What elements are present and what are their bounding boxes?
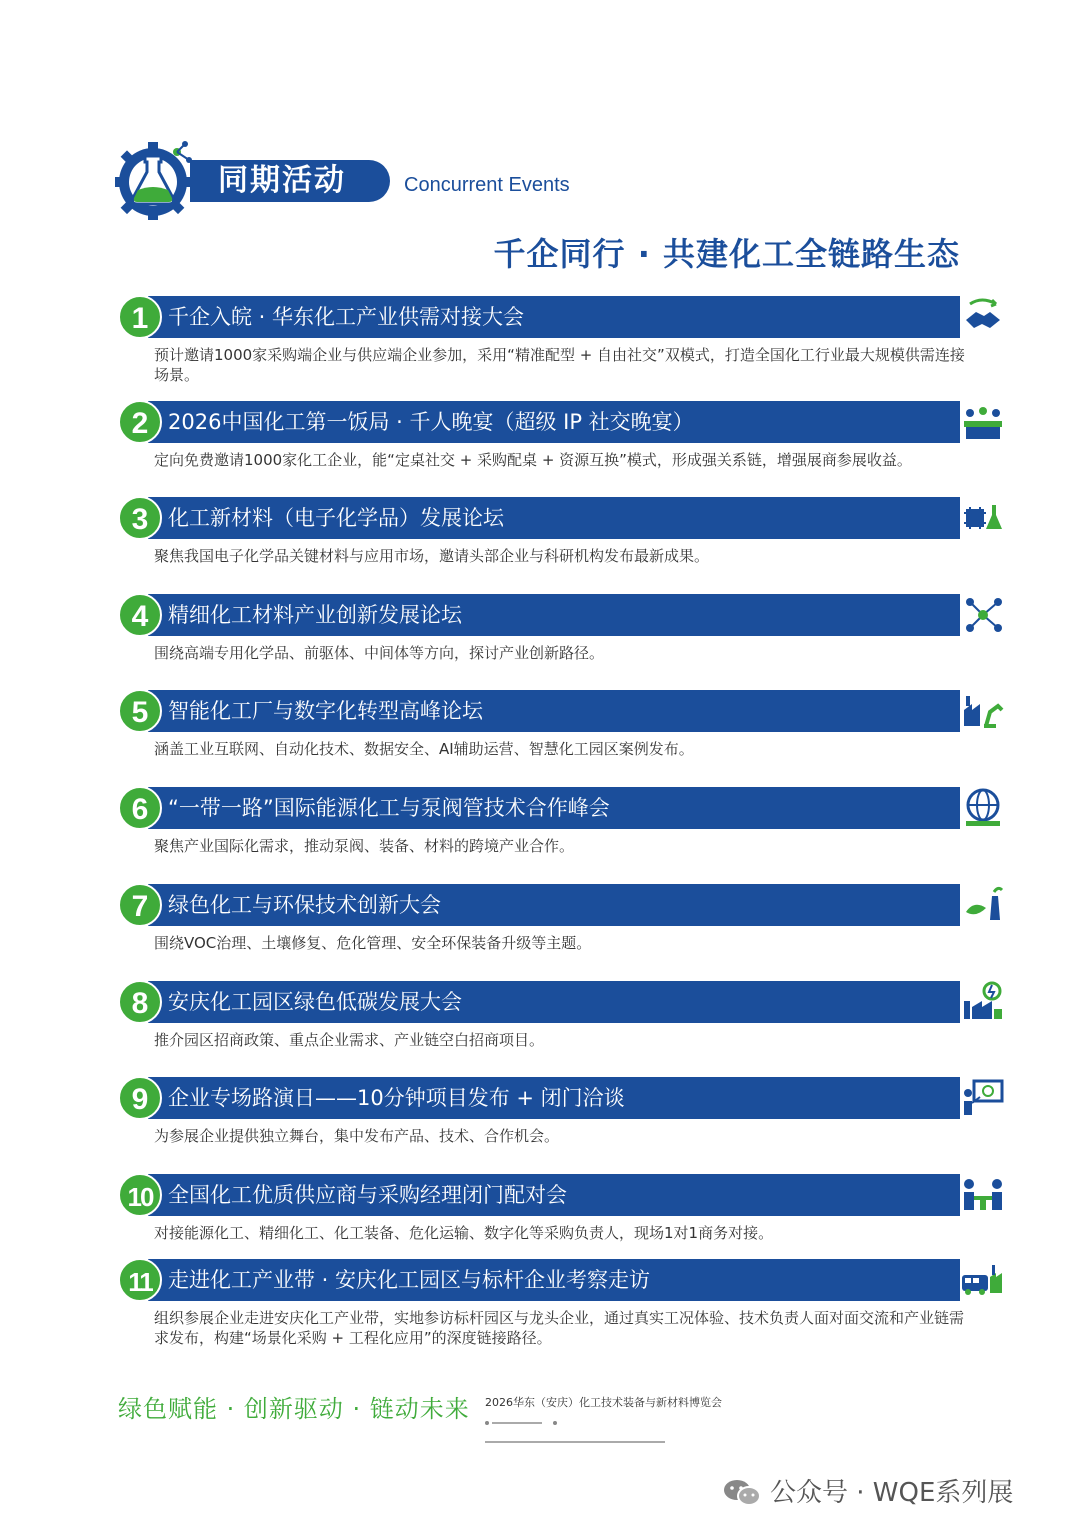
- event-number-badge: 8: [118, 980, 162, 1024]
- event-title: 企业专场路演日——10分钟项目发布 + 闭门洽谈: [168, 1086, 625, 1110]
- event-description: 组织参展企业走进安庆化工产业带，实地参访标杆园区与龙头企业，通过真实工况体验、技术负责人面对面交流和产业链需求发布，构建“场景化采购 + 工程化应用”的深度链接路径。: [154, 1309, 965, 1347]
- event-title: 化工新材料（电子化学品）发展论坛: [168, 506, 504, 530]
- event-number-badge: 5: [118, 689, 162, 733]
- event-description: 对接能源化工、精细化工、化工装备、危化运输、数字化等采购负责人，现场1对1商务对接。: [154, 1224, 774, 1242]
- event-number-badge: 6: [118, 786, 162, 830]
- presentation-icon: [960, 1075, 1006, 1121]
- event-description: 围绕VOC治理、土壤修复、危化管理、安全环保装备升级等主题。: [154, 934, 592, 952]
- footer-fine-print: [485, 1412, 737, 1418]
- event-number-badge: 1: [118, 295, 162, 339]
- event-title: 走进化工产业带 · 安庆化工园区与标杆企业考察走访: [168, 1268, 651, 1292]
- event-title: 智能化工厂与数字化转型高峰论坛: [168, 699, 483, 723]
- tagline: 千企同行 · 共建化工全链路生态: [493, 235, 960, 273]
- globe-icon: [960, 785, 1006, 831]
- event-number-badge: 11: [118, 1258, 162, 1302]
- footer-expo-name: 2026华东（安庆）化工技术装备与新材料博览会: [485, 1396, 722, 1409]
- section-subtitle: Concurrent Events: [404, 174, 570, 196]
- banquet-icon: [960, 399, 1006, 445]
- event-number-badge: 9: [118, 1076, 162, 1120]
- wechat-account-label: 公众号 · WQE系列展: [770, 1478, 1014, 1508]
- event-title: 全国化工优质供应商与采购经理闭门配对会: [168, 1183, 567, 1207]
- event-title: 千企入皖 · 华东化工产业供需对接大会: [168, 305, 525, 329]
- factory-robot-icon: [960, 688, 1006, 734]
- event-number-badge: 2: [118, 400, 162, 444]
- handshake-icon: [960, 294, 1006, 340]
- event-title: 2026中国化工第一饭局 · 千人晚宴（超级 IP 社交晚宴）: [168, 410, 694, 434]
- event-description: 聚焦产业国际化需求，推动泵阀、装备、材料的跨境产业合作。: [154, 837, 575, 855]
- wechat-icon: [722, 1478, 762, 1508]
- chip-flask-icon: [960, 495, 1006, 541]
- section-title: 同期活动: [218, 163, 346, 198]
- event-title: “一带一路”国际能源化工与泵阀管技术合作峰会: [168, 796, 610, 820]
- event-title: 安庆化工园区绿色低碳发展大会: [168, 990, 462, 1014]
- molecule-icon: [960, 592, 1006, 638]
- event-description: 定向免费邀请1000家化工企业，能“定桌社交 + 采购配桌 + 资源互换”模式，形成强关系链，增强展商参展收益。: [154, 451, 912, 469]
- event-number-badge: 7: [118, 883, 162, 927]
- event-number-badge: 10: [118, 1173, 162, 1217]
- event-description: 为参展企业提供独立舞台，集中发布产品、技术、合作机会。: [154, 1127, 560, 1145]
- green-factory-icon: [960, 979, 1006, 1025]
- event-number-badge: 4: [118, 593, 162, 637]
- event-description: 聚焦我国电子化学品关键材料与应用市场，邀请头部企业与科研机构发布最新成果。: [154, 547, 710, 565]
- green-plant-icon: [960, 882, 1006, 928]
- event-number-badge: 3: [118, 496, 162, 540]
- event-description: 推介园区招商政策、重点企业需求、产业链空白招商项目。: [154, 1031, 545, 1049]
- footer-slogan: 绿色赋能 · 创新驱动 · 链动未来: [118, 1395, 470, 1423]
- event-description: 预计邀请1000家采购端企业与供应端企业参加，采用“精准配型 + 自由社交”双模式，打造全国化工行业最大规模供需连接场景。: [154, 346, 965, 384]
- event-description: 涵盖工业互联网、自动化技术、数据安全、AI辅助运营、智慧化工园区案例发布。: [154, 740, 694, 758]
- event-description: 围绕高端专用化学品、前驱体、中间体等方向，探讨产业创新路径。: [154, 644, 605, 662]
- meeting-icon: [960, 1172, 1006, 1218]
- event-title: 绿色化工与环保技术创新大会: [168, 893, 441, 917]
- event-title: 精细化工材料产业创新发展论坛: [168, 603, 462, 627]
- bus-icon: [960, 1257, 1006, 1303]
